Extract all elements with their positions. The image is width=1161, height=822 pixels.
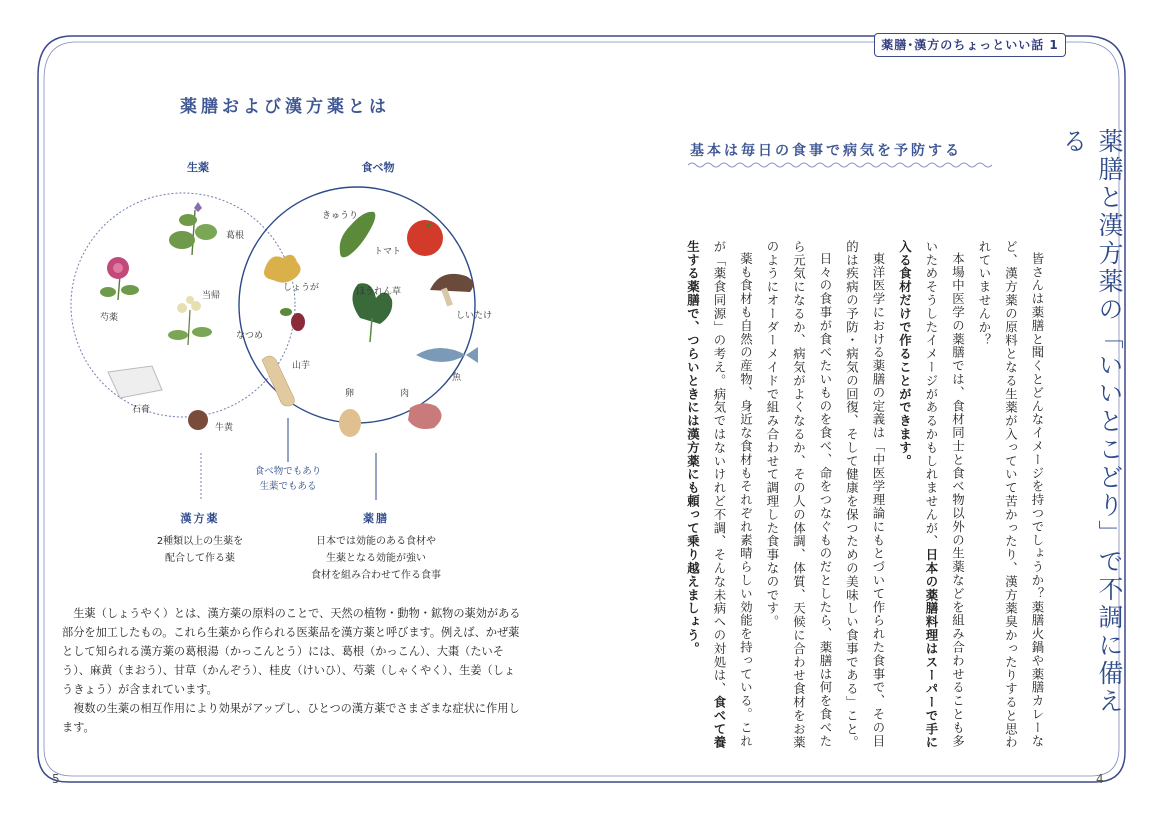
right-subtitle: 基本は毎日の食事で病気を予防する	[690, 143, 962, 159]
right-paragraph-2	[891, 240, 971, 760]
left-paragraph-1: 生薬（しょうやく）とは、漢方薬の原料のことで、天然の植物・動物・鉱物の薬効がある部分を加工したもの。これら生薬から作られる医薬品を漢方薬と呼びます。例えば、かぜ薬として知られる漢方薬の葛根湯（かっこんとう）には、葛根（かっこん）、大棗（たいそう）、麻黄（まおう）、甘草（かんぞう）、桂皮（けいひ）、芍薬（しゃくやく）、生姜（しょうきょう）が含まれています。	[62, 607, 521, 696]
angelica-illustration	[168, 296, 212, 345]
overlap-caption-2: 生薬でもある	[259, 481, 317, 492]
bezoar-illustration	[188, 410, 208, 430]
food-label-4: しいたけ	[456, 311, 493, 321]
peony-illustration	[100, 257, 139, 300]
food-label-6: 卵	[345, 389, 355, 399]
ginger-illustration	[264, 255, 301, 283]
subtitle-underline	[688, 161, 998, 169]
crude-drug-heading: 生薬	[187, 161, 209, 174]
kampo-desc-2: 配合して作る薬	[165, 553, 235, 564]
meat-illustration	[408, 403, 442, 429]
shiitake-illustration	[430, 274, 473, 307]
series-label: 薬膳･漢方のちょっといい話 1	[874, 33, 1066, 57]
kampo-label: 漢方薬	[180, 512, 220, 525]
food-label-7: 肉	[400, 389, 410, 399]
right-paragraph-3: 東洋医学における薬膳の定義は「中医学理論にもとづいて作られた食事で、その目的は疾病の予防・病気の回復、そして健康を保つための美味しい食事である」こと。	[844, 240, 886, 750]
right-paragraph-5	[679, 240, 759, 760]
right-paragraph-2b: 日本の薬膳料理はスーパーで手に入る食材だけで作ることができます。	[897, 240, 939, 750]
yakuzen-desc-3: 食材を組み合わせて作る食事	[311, 570, 441, 581]
right-paragraph-4: 日々の食事が食べたいものを食べ、命をつなぐものだとしたら、薬膳は何を食べたら元気になるか、病気がよくなるか、その人の体調、体質、天候に合わせ食材をお薬のようにオーダーメイドで組み合わせて調理した食事なのです。	[765, 240, 833, 750]
food-label-1: きゅうり	[322, 211, 359, 221]
herb-label-4: 石膏	[132, 405, 151, 415]
fish-illustration	[416, 347, 478, 363]
herb-label-2: 芍薬	[100, 313, 119, 323]
right-body-text	[640, 240, 1050, 760]
herb-label-1: 葛根	[226, 231, 245, 241]
food-label-3: ほうれん草	[356, 287, 402, 297]
page-number-right: 4	[1096, 772, 1104, 786]
left-paragraph-2: 複数の生薬の相互作用により効果がアップし、ひとつの漢方薬でさまざまな症状に作用します。	[62, 702, 520, 734]
egg-illustration	[339, 409, 361, 437]
yakuzen-desc-1: 日本では効能のある食材や	[316, 536, 436, 547]
right-paragraph-5a: 薬も食材も自然の産物、身近な食材もそれぞれ素晴らしい効能を持っている。これが「薬食同源」の考え。病気ではないけれど不調、そんな未病への対処は、	[712, 240, 754, 749]
overlap-label-3: 山芋	[292, 361, 311, 371]
herb-label-3: 当帰	[202, 291, 221, 301]
yakuzen-label: 薬膳	[363, 512, 389, 525]
food-label-2: トマト	[374, 247, 402, 257]
right-paragraph-5b: 食べて養生する薬膳で、つらいときには漢方薬にも頼って乗り越えましょう。	[685, 240, 727, 750]
yakuzen-desc-2: 生薬となる効能が強い	[326, 553, 426, 564]
left-body-text	[62, 604, 522, 737]
right-paragraph-2a: 本場中医学の薬膳では、食材同士と食べ物以外の生薬などを組み合わせることも多いためそうしたイメージがあるかもしれませんが、	[924, 240, 966, 749]
gypsum-illustration	[108, 366, 162, 398]
jujube-illustration	[280, 308, 305, 331]
food-label-5: 魚	[452, 373, 462, 383]
kampo-desc-1: 2種類以上の生薬を	[156, 536, 244, 547]
venn-diagram	[60, 150, 520, 500]
overlap-caption-1: 食べ物でもあり	[254, 466, 322, 477]
overlap-label-2: なつめ	[236, 331, 264, 341]
right-main-title: 薬膳と漢方薬の「いいとこどり」で不調に備える	[1059, 128, 1124, 716]
food-heading: 食べ物	[361, 161, 395, 174]
kampo-box	[130, 510, 270, 567]
tomato-illustration	[407, 220, 443, 256]
right-paragraph-1: 皆さんは薬膳と聞くとどんなイメージを持つでしょうか？薬膳火鍋や薬膳カレーなど、漢方薬の原料となる生薬が入っていて苦かったり、漢方薬臭かったりすると思われていませんか？	[977, 240, 1045, 750]
yakuzen-box	[296, 510, 456, 584]
herb-label-5: 牛黄	[215, 423, 234, 433]
page-number-left: 5	[52, 772, 60, 786]
kudzu-illustration	[169, 202, 217, 255]
overlap-label-1: しょうが	[283, 283, 320, 293]
left-page-title: 薬膳および漢方薬とは	[180, 97, 390, 117]
